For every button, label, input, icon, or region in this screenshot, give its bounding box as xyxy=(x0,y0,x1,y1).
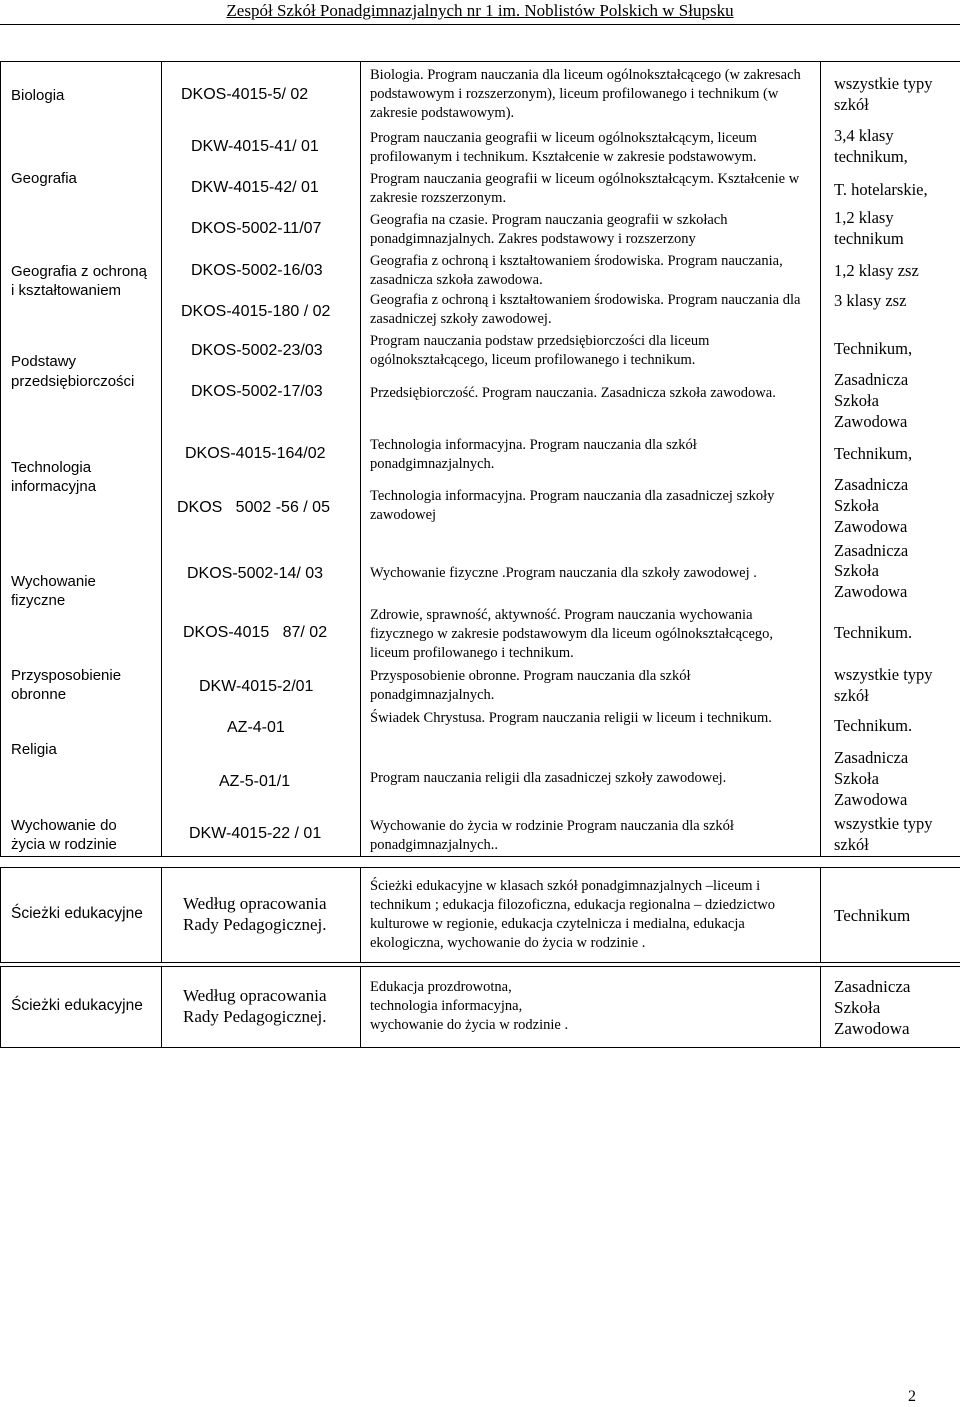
school-type: Zasadnicza xyxy=(834,977,911,996)
program-description: Wychowanie do życia w rodzinie Program nauczania dla szkół ponadgimnazjalnych.. xyxy=(370,818,734,853)
school-type: Technikum. xyxy=(834,623,913,642)
program-description: Program nauczania podstaw przedsiębiorczości dla liceum ogólnokształcącego, liceum profilowanego i technikum. xyxy=(370,333,710,368)
program-code: DKOS-5002-23/03 xyxy=(191,342,323,359)
school-type-column xyxy=(821,967,960,1048)
school-type: Technikum. xyxy=(834,716,913,735)
page-number: 2 xyxy=(908,1388,916,1405)
subject-label: życia w rodzinie xyxy=(11,836,117,853)
school-type: Zawodowa xyxy=(834,582,908,601)
program-description: Program nauczania geografii w liceum ogólnokształcącym, liceum profilowanym i technikum. Kształcenie w zakresie podstawowym. xyxy=(370,130,757,165)
program-code: DKW-4015-41/ 01 xyxy=(191,138,319,155)
school-type: Zawodowa xyxy=(834,412,908,431)
program-code: DKOS-4015-180 / 02 xyxy=(181,303,331,320)
school-type: 1,2 klasy zsz xyxy=(834,261,919,280)
program-description: Technologia informacyjna. Program nauczania dla szkół ponadgimnazjalnych. xyxy=(370,437,697,472)
code-line: Według opracowania xyxy=(183,894,327,913)
school-type: technikum, xyxy=(834,147,908,166)
subject-label: fizyczne xyxy=(11,592,66,609)
school-type: Zawodowa xyxy=(834,1019,910,1038)
school-type: Zawodowa xyxy=(834,790,908,809)
school-type: szkół xyxy=(834,686,869,705)
program-code: DKOS-4015-5/ 02 xyxy=(181,86,309,103)
school-type: T. hotelarskie, xyxy=(834,180,928,199)
school-type: Technikum, xyxy=(834,444,913,463)
program-line: technologia informacyjna, xyxy=(370,998,523,1014)
school-type-column xyxy=(821,868,960,963)
program-code: DKW-4015-42/ 01 xyxy=(191,179,319,196)
school-type: 1,2 klasy xyxy=(834,208,894,227)
subject-label: Przysposobienie xyxy=(11,667,122,684)
school-type: technikum xyxy=(834,229,904,248)
program-column xyxy=(361,967,821,1048)
program-description: Zdrowie, sprawność, aktywność. Program nauczania wychowania fizycznego w zakresie podstawowym dla liceum ogólnokształcącego, liceum profilowanego i technikum. xyxy=(370,607,774,661)
code-column xyxy=(162,62,361,857)
code-line: Według opracowania xyxy=(183,986,327,1005)
program-code: AZ-4-01 xyxy=(227,719,285,736)
program-description: Świadek Chrystusa. Program nauczania religii w liceum i technikum. xyxy=(370,710,772,726)
school-type: Technikum, xyxy=(834,339,913,358)
school-type: Zasadnicza xyxy=(834,748,909,767)
code-column xyxy=(162,868,361,963)
school-type: Szkoła xyxy=(834,561,879,580)
program-description: Ścieżki edukacyjne w klasach szkół ponadgimnazjalnych –liceum i technikum ; edukacja filozoficzna, edukacja regionalna – dziedzictwo kulturowe w regionie, edukacja czytelnicza i medialna, edukacja ekologiczna, wychowanie do życia w rodzinie . xyxy=(370,878,776,951)
subject-column xyxy=(1,868,162,963)
subject-label: Podstawy xyxy=(11,353,77,370)
school-type: Zasadnicza xyxy=(834,475,909,494)
subject-label: Biologia xyxy=(11,87,65,104)
table-row xyxy=(1,967,960,1048)
subject-label: przedsiębiorczości xyxy=(11,373,135,390)
school-type: wszystkie typy xyxy=(834,814,933,833)
school-type: szkół xyxy=(834,835,869,854)
school-type: Zasadnicza xyxy=(834,370,909,389)
subject-label: Wychowanie do xyxy=(11,817,117,834)
page-header xyxy=(0,1,960,21)
program-code: DKOS-5002-17/03 xyxy=(191,383,323,400)
program-description: Geografia z ochroną i kształtowaniem środowiska. Program nauczania, zasadnicza szkoła zawodowa. xyxy=(370,253,783,288)
code-line: Rady Pedagogicznej. xyxy=(183,1007,327,1026)
header-rule xyxy=(0,24,960,25)
program-description: Przysposobienie obronne. Program nauczania dla szkół ponadgimnazjalnych. xyxy=(370,668,691,703)
program-line: wychowanie do życia w rodzinie . xyxy=(370,1017,569,1033)
school-name: Zespół Szkół Ponadgimnazjalnych nr 1 im. Noblistów Polskich w Słupsku xyxy=(226,1,734,20)
school-type: Zasadnicza xyxy=(834,541,909,560)
paths-table-1 xyxy=(0,867,960,963)
program-code: AZ-5-01/1 xyxy=(219,773,291,790)
program-description: Wychowanie fizyczne .Program nauczania dla szkoły zawodowej . xyxy=(370,565,757,581)
program-description: Geografia z ochroną i kształtowaniem środowiska. Program nauczania dla zasadniczej szkoły zawodowej. xyxy=(370,292,801,327)
program-column xyxy=(361,62,821,857)
program-description: Technologia informacyjna. Program nauczania dla zasadniczej szkoły zawodowej xyxy=(370,488,775,523)
subject-label: Ścieżki edukacyjne xyxy=(11,905,143,922)
program-code: DKOS-4015 87/ 02 xyxy=(183,624,328,641)
program-description: Program nauczania geografii w liceum ogólnokształcącym. Kształcenie w zakresie rozszerzonym. xyxy=(370,171,800,206)
paths-table-2 xyxy=(0,966,960,1048)
subject-label: Technologia xyxy=(11,459,92,476)
school-type: Szkoła xyxy=(834,998,881,1017)
school-type: 3,4 klasy xyxy=(834,126,894,145)
table-row xyxy=(1,62,960,857)
subject-column xyxy=(1,967,162,1048)
subject-label: i kształtowaniem xyxy=(11,282,122,299)
program-description: Program nauczania religii dla zasadniczej szkoły zawodowej. xyxy=(370,770,727,786)
program-code: DKOS-5002-14/ 03 xyxy=(187,565,324,582)
program-description: Przedsiębiorczość. Program nauczania. Zasadnicza szkoła zawodowa. xyxy=(370,385,776,401)
program-code: DKOS 5002 -56 / 05 xyxy=(177,499,330,516)
program-code: DKOS-4015-164/02 xyxy=(185,445,326,462)
program-description: Geografia na czasie. Program nauczania geografii w szkołach ponadgimnazjalnych. Zakres podstawowy i rozszerzony xyxy=(370,212,728,247)
subject-column xyxy=(1,62,162,857)
school-type-column xyxy=(821,62,960,857)
program-code: DKOS-5002-11/07 xyxy=(191,220,322,237)
school-type: wszystkie typy xyxy=(834,74,933,93)
subject-label: informacyjna xyxy=(11,478,97,495)
school-type: Zawodowa xyxy=(834,517,908,536)
school-type: 3 klasy zsz xyxy=(834,291,907,310)
school-type: Szkoła xyxy=(834,496,879,515)
code-line: Rady Pedagogicznej. xyxy=(183,915,327,934)
program-column xyxy=(361,868,821,963)
school-type: Technikum xyxy=(834,906,911,925)
subject-label: Geografia z ochroną xyxy=(11,263,147,280)
table-row xyxy=(1,868,960,963)
program-description: Biologia. Program nauczania dla liceum ogólnokształcącego (w zakresach podstawowym i rozszerzonym), liceum profilowanego i technikum (w zakresie podstawowym). xyxy=(370,67,801,121)
school-type: Szkoła xyxy=(834,391,879,410)
program-line: Edukacja prozdrowotna, xyxy=(370,979,512,995)
subject-label: Geografia xyxy=(11,170,77,187)
school-type: Szkoła xyxy=(834,769,879,788)
program-code: DKOS-5002-16/03 xyxy=(191,262,323,279)
subject-label: Ścieżki edukacyjne xyxy=(11,997,143,1014)
curriculum-table xyxy=(0,61,960,857)
subject-label: obronne xyxy=(11,686,67,703)
school-type: wszystkie typy xyxy=(834,665,933,684)
code-column xyxy=(162,967,361,1048)
school-type: szkół xyxy=(834,95,869,114)
program-code: DKW-4015-2/01 xyxy=(199,678,314,695)
subject-label: Wychowanie xyxy=(11,573,96,590)
subject-label: Religia xyxy=(11,741,57,758)
program-code: DKW-4015-22 / 01 xyxy=(189,825,322,842)
